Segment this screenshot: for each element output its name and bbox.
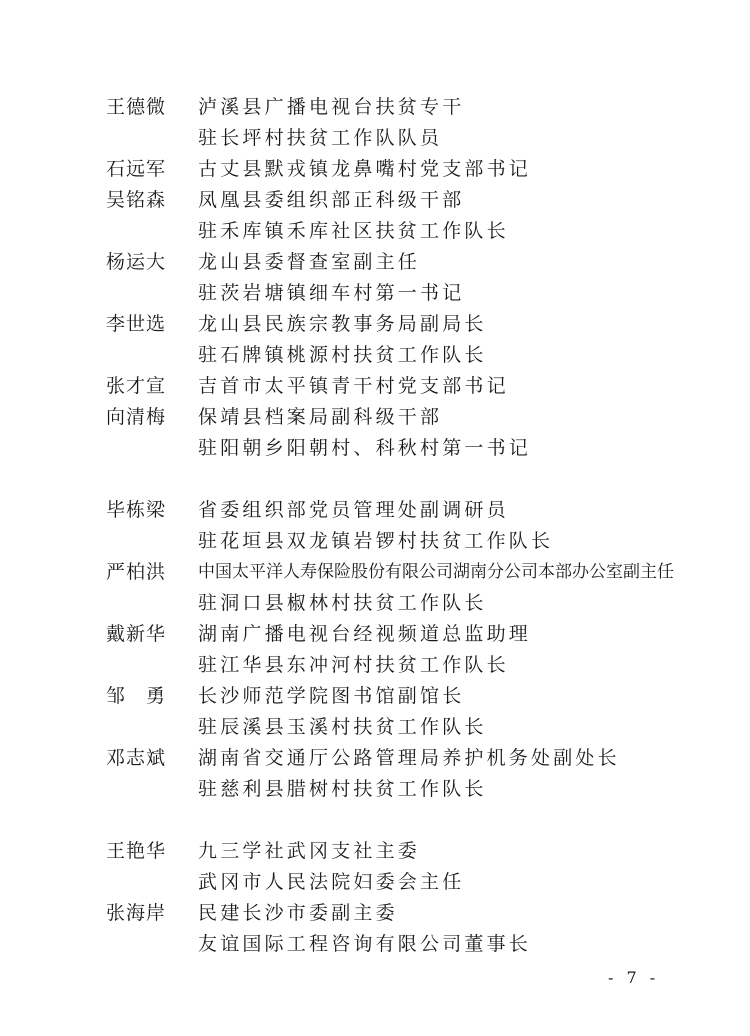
person-name: 向清梅 [106, 406, 167, 428]
position-line: 湖南省交通厅公路管理局养护机务处副处长 [198, 747, 620, 769]
person-name: 王艳华 [106, 840, 167, 862]
roster-entry [0, 898, 750, 960]
position-line: 驻禾库镇禾库社区扶贫工作队长 [198, 220, 509, 242]
roster-entry [0, 681, 750, 743]
roster-entry [0, 247, 750, 309]
roster-entry [0, 495, 750, 557]
position-line: 泸溪县广播电视台扶贫专干 [198, 96, 465, 118]
page-number: - 7 - [608, 968, 660, 987]
person-name: 戴新华 [106, 623, 167, 645]
person-name: 张海岸 [106, 902, 167, 924]
position-line: 九三学社武冈支社主委 [198, 840, 421, 862]
person-name: 毕栋梁 [106, 499, 167, 521]
position-line: 凤凰县委组织部正科级干部 [198, 189, 465, 211]
person-name: 李世选 [106, 313, 167, 335]
position-line: 古丈县默戎镇龙鼻嘴村党支部书记 [198, 158, 532, 180]
person-name: 石远军 [106, 158, 167, 180]
position-line: 民建长沙市委副主委 [198, 902, 398, 924]
roster-entry [0, 402, 750, 464]
roster-entry [0, 309, 750, 371]
position-line: 驻茨岩塘镇细车村第一书记 [198, 282, 465, 304]
position-line: 友谊国际工程咨询有限公司董事长 [198, 933, 532, 955]
position-line: 中国太平洋人寿保险股份有限公司湖南分公司本部办公室副主任 [198, 562, 674, 582]
position-line: 龙山县委督查室副主任 [198, 251, 421, 273]
position-line: 驻江华县东冲河村扶贫工作队长 [198, 654, 509, 676]
roster-group-2 [0, 495, 750, 805]
position-line: 龙山县民族宗教事务局副局长 [198, 313, 487, 335]
person-name: 邓志斌 [106, 747, 167, 769]
person-name: 张才宣 [106, 375, 167, 397]
position-line: 驻石牌镇桃源村扶贫工作队长 [198, 344, 487, 366]
position-line: 武冈市人民法院妇委会主任 [198, 871, 465, 893]
roster-entry [0, 557, 750, 619]
roster-entry [0, 371, 750, 402]
position-line: 湖南广播电视台经视频道总监助理 [198, 623, 532, 645]
roster-entry [0, 185, 750, 247]
position-line: 驻辰溪县玉溪村扶贫工作队长 [198, 716, 487, 738]
position-line: 省委组织部党员管理处副调研员 [198, 499, 509, 521]
position-line: 驻阳朝乡阳朝村、科秋村第一书记 [198, 437, 532, 459]
position-line: 驻花垣县双龙镇岩锣村扶贫工作队长 [198, 530, 554, 552]
roster-entry [0, 743, 750, 805]
position-line: 驻慈利县腊树村扶贫工作队长 [198, 778, 487, 800]
roster-entry [0, 619, 750, 681]
person-name: 吴铭森 [106, 189, 167, 211]
person-name: 邹 勇 [106, 685, 167, 707]
position-line: 驻洞口县椒林村扶贫工作队长 [198, 592, 487, 614]
roster-group-1 [0, 92, 750, 464]
person-name: 杨运大 [106, 251, 167, 273]
position-line: 驻长坪村扶贫工作队队员 [198, 127, 443, 149]
position-line: 长沙师范学院图书馆副馆长 [198, 685, 465, 707]
position-line: 吉首市太平镇青干村党支部书记 [198, 375, 509, 397]
roster-entry [0, 154, 750, 185]
roster-group-3 [0, 836, 750, 960]
roster-entry [0, 92, 750, 154]
roster-entry [0, 836, 750, 898]
position-line: 保靖县档案局副科级干部 [198, 406, 443, 428]
person-name: 王德微 [106, 96, 167, 118]
person-name: 严柏洪 [106, 561, 167, 583]
